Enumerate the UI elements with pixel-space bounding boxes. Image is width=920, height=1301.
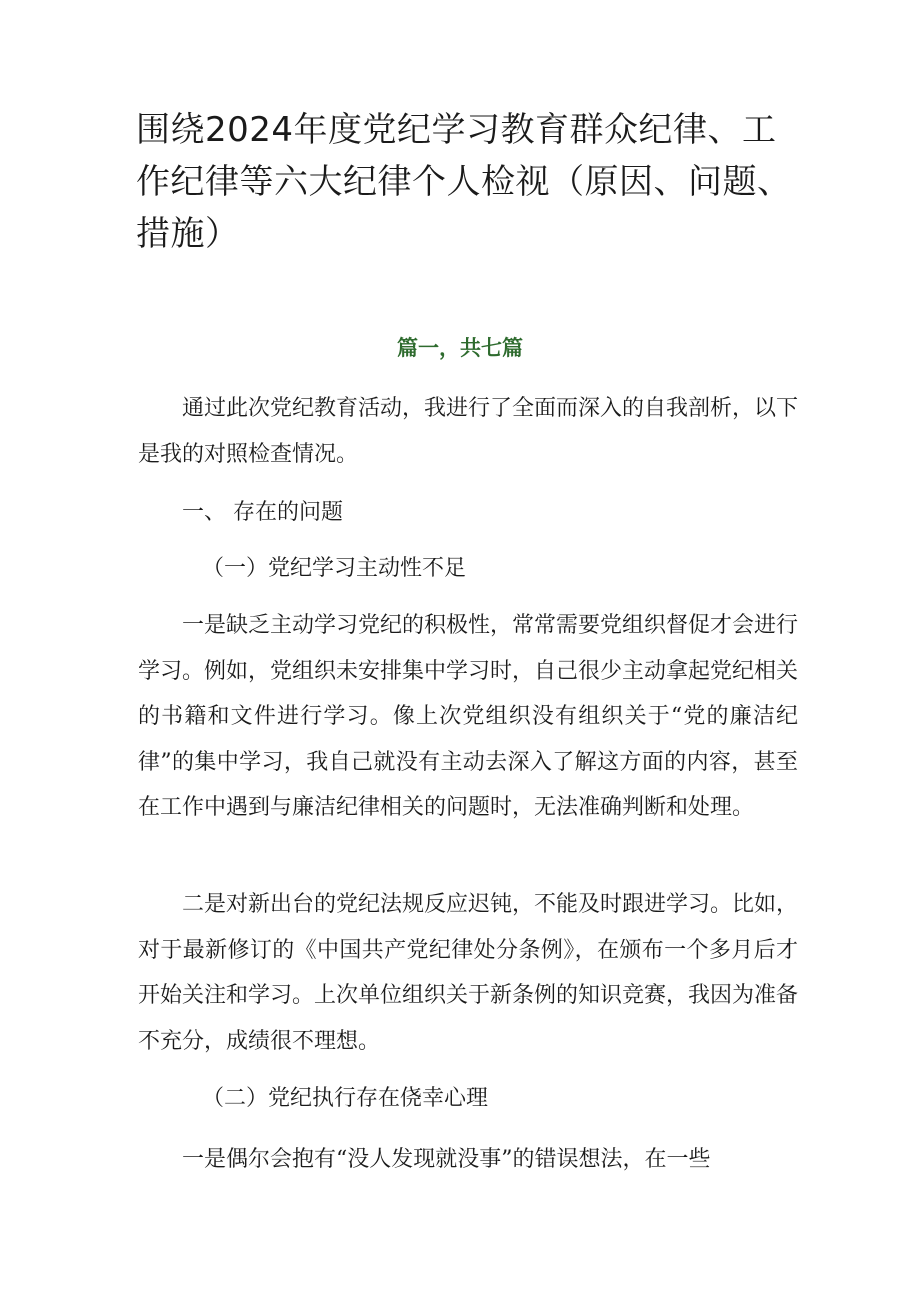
intro-paragraph: 通过此次党纪教育活动，我进行了全面而深入的自我剖析，以下是我的对照检查情况。 bbox=[138, 396, 799, 467]
subsection1-paragraph-1: 一是缺乏主动学习党纪的积极性，常常需要党组织督促才会进行学习。例如，党组织未安排集中学习时，自己很少主动拿起党纪相关的书籍和文件进行学习。像上次党组织没有组织关于“党的廉洁纪律”的集中学习，我自己就没有主动去深入了解这方面的内容，甚至在工作中遇到与廉洁纪律相关的问题时，无法准确判断和处理。 bbox=[138, 613, 799, 820]
subsection-heading-learning: （一）党纪学习主动性不足 bbox=[202, 556, 467, 581]
subsection1-paragraph-2: 二是对新出台的党纪法规反应迟钝，不能及时跟进学习。比如，对于最新修订的《中国共产党纪律处分条例》，在颁布一个多月后才开始关注和学习。上次单位组织关于新条例的知识竞赛，我因为准备不充分，成绩很不理想。 bbox=[138, 892, 799, 1054]
subsection-heading-execution: （二）党纪执行存在侥幸心理 bbox=[202, 1086, 489, 1111]
section-heading-problems: 一、 存在的问题 bbox=[182, 500, 343, 525]
subsection2-paragraph-1: 一是偶尔会抱有“没人发现就没事”的错误想法，在一些 bbox=[182, 1147, 711, 1172]
document-title: 围绕2024年度党纪学习教育群众纪律、工作纪律等六大纪律个人检视（原因、问题、措施） bbox=[136, 110, 792, 254]
document-subtitle: 篇一，共七篇 bbox=[397, 336, 523, 360]
